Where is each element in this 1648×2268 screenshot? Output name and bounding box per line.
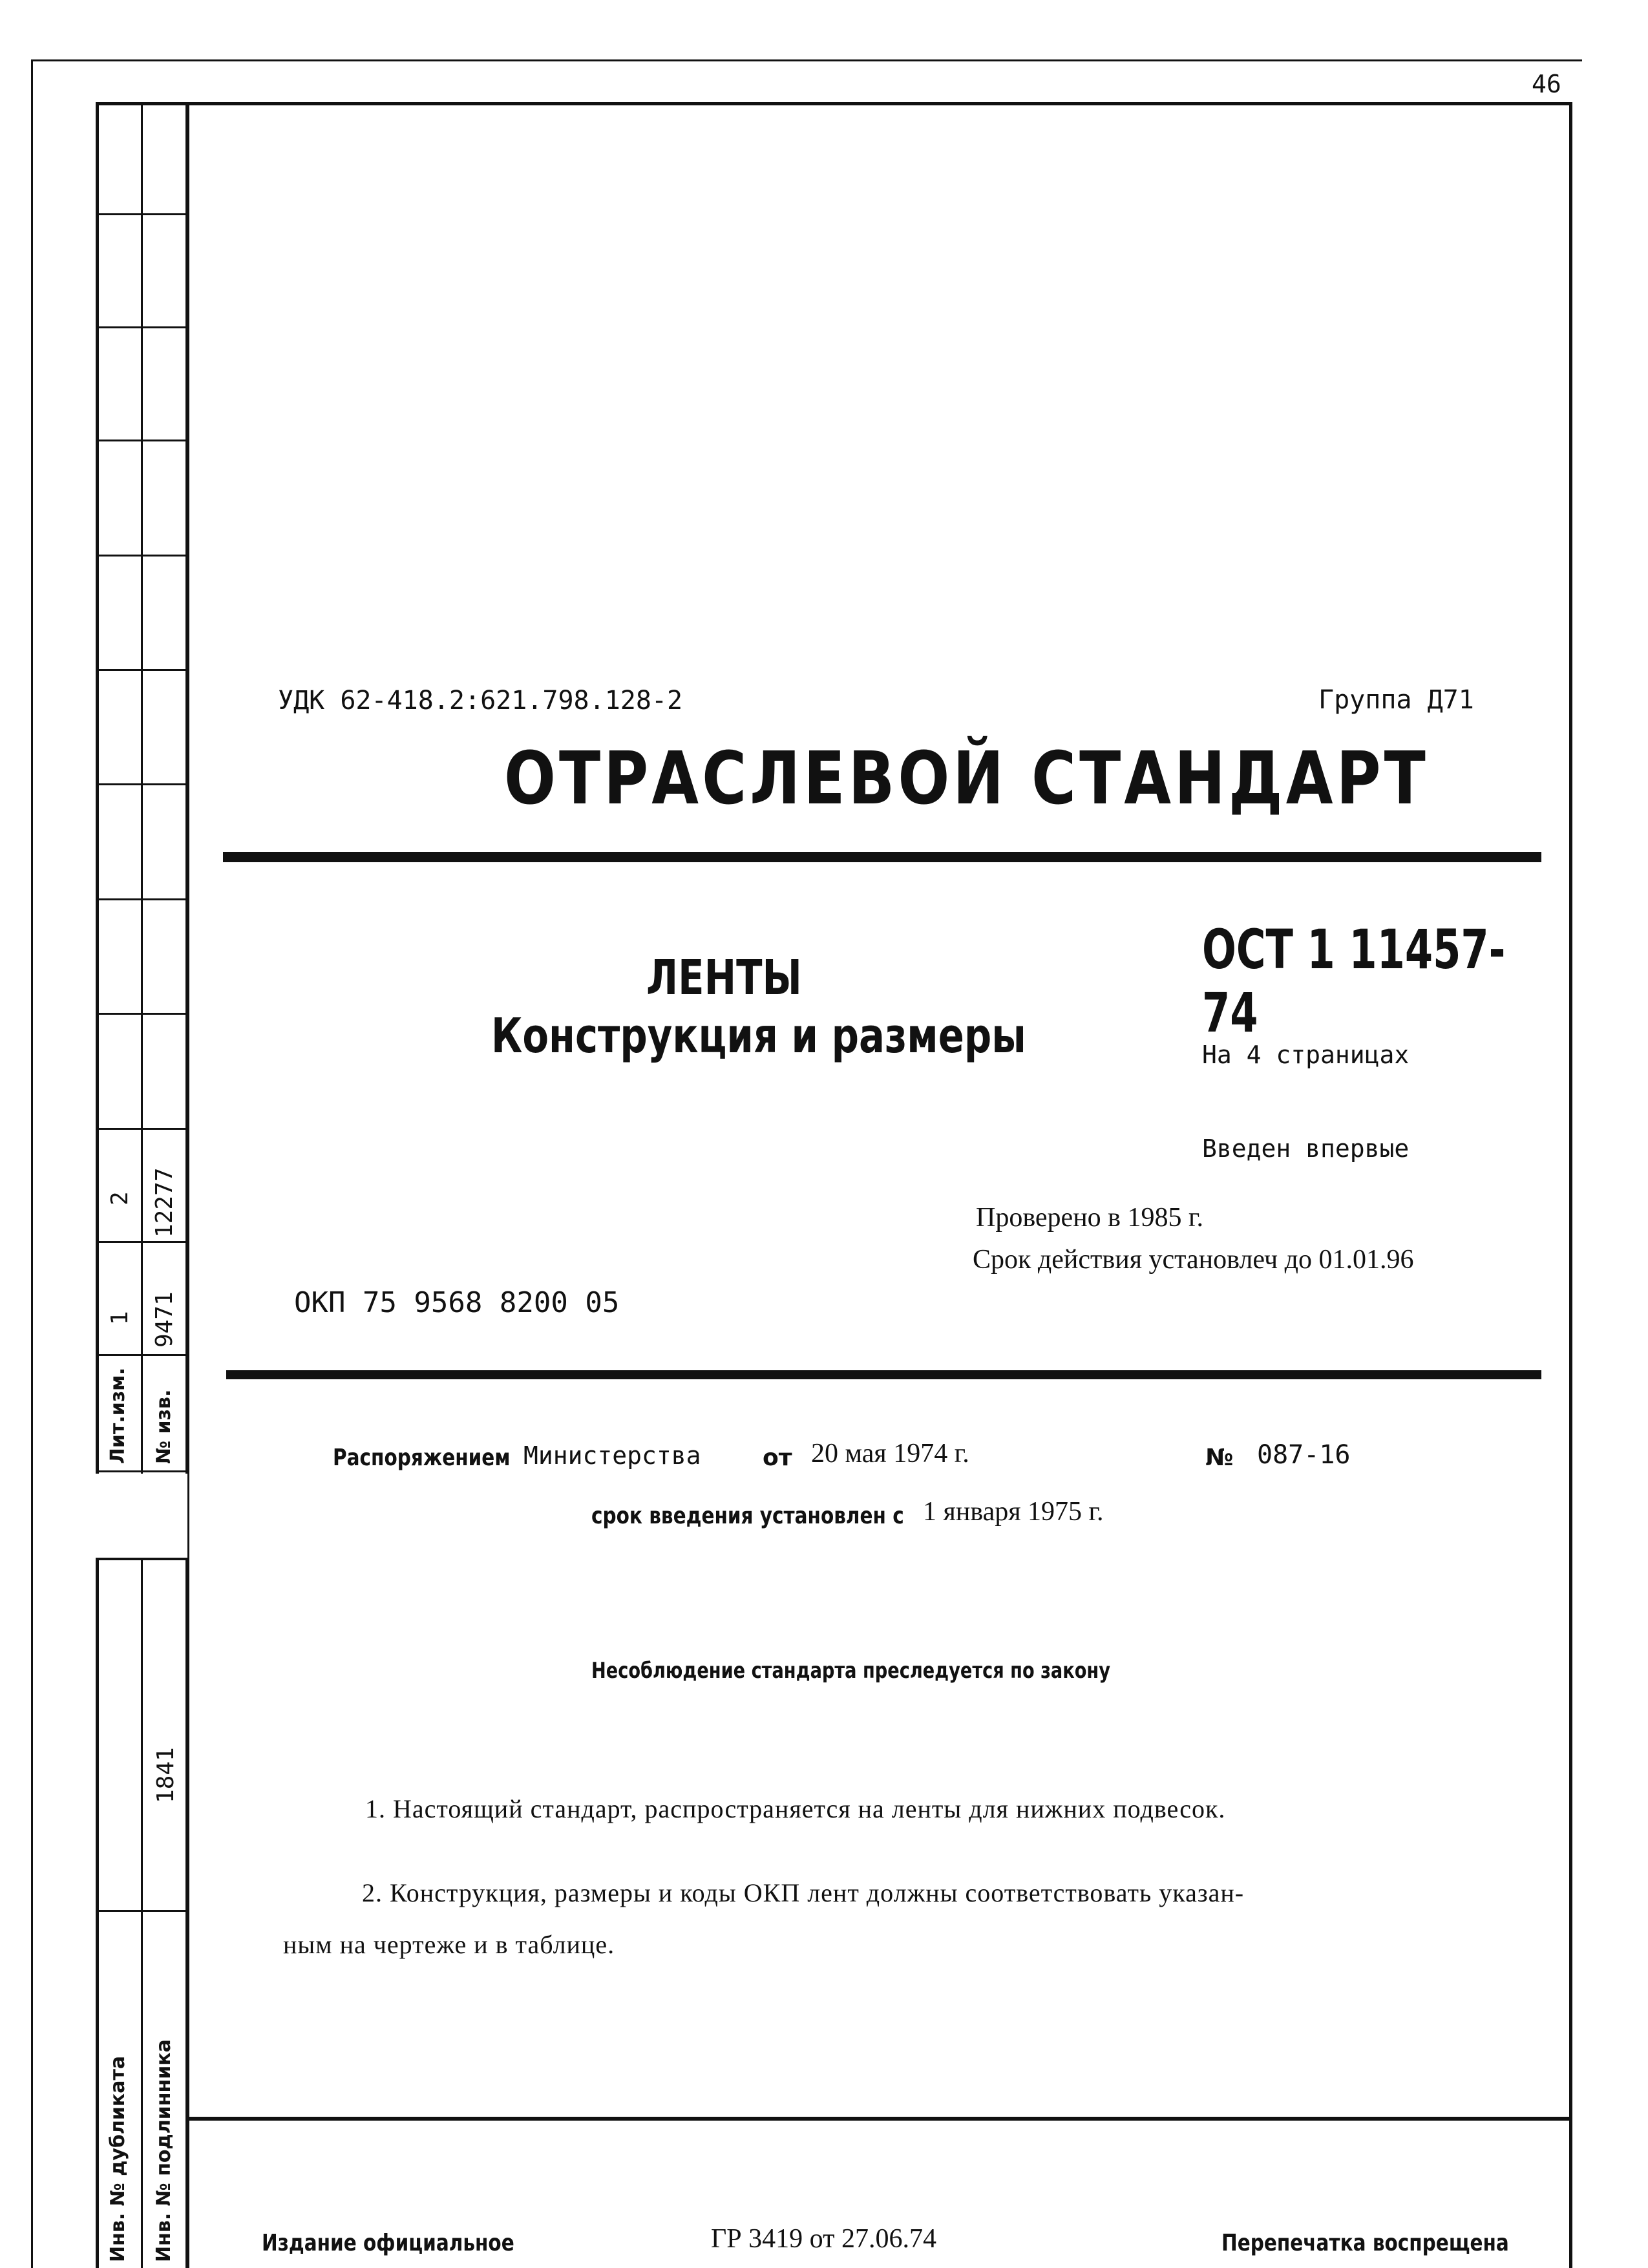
- margin-row-line: [96, 1354, 187, 1356]
- frame-inner-top-line: [96, 102, 1569, 105]
- frame-top-line: [31, 59, 1582, 61]
- okp-code: ОКП 75 9568 8200 05: [294, 1286, 620, 1319]
- margin-mid-line: [141, 102, 143, 2268]
- effective-label: срок введения установлен с: [591, 1503, 904, 1529]
- margin-outer-line: [96, 102, 99, 2268]
- margin-row-line: [96, 440, 187, 441]
- margin-row-line: [96, 326, 187, 328]
- order-from-label: от: [763, 1445, 792, 1471]
- notice-1-value: 9471: [151, 1291, 178, 1348]
- margin-row-line: [96, 1910, 187, 1912]
- paragraph-2-line-2: ным на чертеже и в таблице.: [283, 1930, 615, 1959]
- orig-inventory-label: Инв. № подлинника: [153, 2039, 175, 2262]
- margin-row-line: [96, 1241, 187, 1243]
- frame-left-line: [31, 59, 33, 2268]
- order-number: 087-16: [1257, 1440, 1351, 1470]
- title-rule-bottom: [226, 1370, 1541, 1379]
- order-authority: Министерства: [523, 1441, 701, 1470]
- changes-label: Лит.изм.: [107, 1367, 129, 1464]
- margin-row-line: [96, 555, 187, 556]
- margin-row-line: [96, 898, 187, 900]
- doc-title: ЛЕНТЫ: [646, 950, 802, 1006]
- legal-warning: Несоблюдение стандарта преследуется по закону: [591, 1658, 1110, 1684]
- margin-row-line: [96, 1128, 187, 1130]
- page-number: 46: [1532, 70, 1561, 98]
- notice-2-value: 12277: [151, 1167, 178, 1238]
- paragraph-1: 1. Настоящий стандарт, распространяется на ленты для нижних подвесок.: [365, 1794, 1226, 1823]
- doc-subtitle: Конструкция и размеры: [491, 1008, 1026, 1064]
- margin-row-line: [96, 1013, 187, 1015]
- margin-section-gap-top: [96, 1474, 187, 1558]
- checked-note: Проверено в 1985 г.: [976, 1203, 1203, 1233]
- first-introduced: Введен впервые: [1202, 1134, 1410, 1163]
- orig-inventory-number: 1841: [153, 1747, 179, 1803]
- footer-reprint-forbidden: Перепечатка воспрещена: [1221, 2230, 1509, 2256]
- validity-note: Срок действия установлеч до 01.01.96: [973, 1245, 1414, 1275]
- margin-row-line: [96, 1558, 187, 1560]
- margin-row-line: [96, 213, 187, 215]
- margin-row-line: [96, 669, 187, 671]
- document-heading: ОТРАСЛЕВОЙ СТАНДАРТ: [504, 737, 1429, 821]
- margin-row-line: [96, 1470, 187, 1472]
- change-1-value: 1: [107, 1311, 133, 1325]
- footer-registration: ГР 3419 от 27.06.74: [711, 2224, 936, 2254]
- change-2-value: 2: [107, 1191, 133, 1205]
- footer-rule: [187, 2117, 1570, 2121]
- udk-code: [278, 685, 682, 715]
- frame-right-line: [1569, 102, 1572, 2268]
- order-label: Распоряжением: [333, 1445, 511, 1471]
- dup-inventory-label: Инв. № дубликата: [107, 2055, 129, 2262]
- pages-count: На 4 страницах: [1202, 1041, 1410, 1069]
- order-date: 20 мая 1974 г.: [811, 1439, 969, 1468]
- standard-designation: ОСТ 1 11457-74: [1202, 918, 1506, 1044]
- group-code: Группа Д71: [1318, 685, 1474, 715]
- udk-text: УДК 62-418.2:621.798.128-2: [278, 686, 683, 715]
- heading-rule-thick: [223, 852, 1541, 862]
- effective-date: 1 января 1975 г.: [923, 1497, 1104, 1527]
- frame-main-left-line: [185, 102, 189, 2268]
- notice-label: № изв.: [153, 1389, 175, 1464]
- footer-official-edition: Издание официальное: [262, 2230, 514, 2256]
- order-number-label: №: [1205, 1445, 1234, 1471]
- paragraph-2-line-1: 2. Конструкция, размеры и коды ОКП лент должны соответствовать указан-: [362, 1878, 1245, 1907]
- margin-row-line: [96, 783, 187, 785]
